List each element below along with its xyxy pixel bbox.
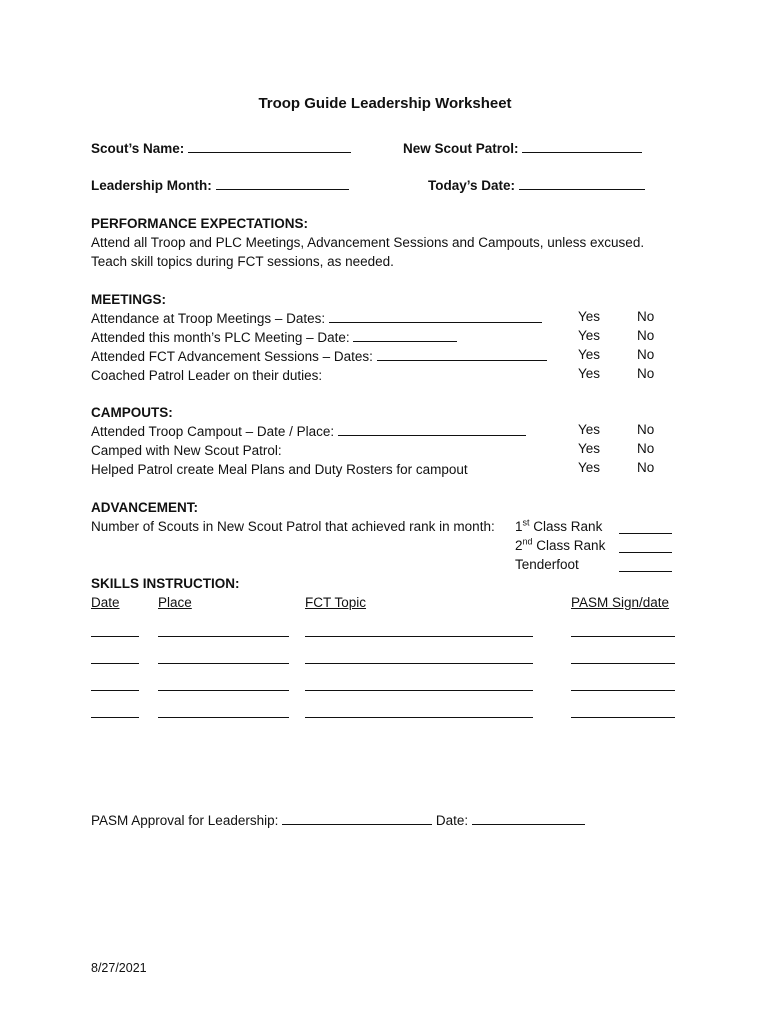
rank-number: 1 [515, 519, 523, 534]
leadership-month-label: Leadership Month: [91, 178, 212, 193]
yes-option[interactable]: Yes [578, 347, 601, 362]
rank-label: Class Rank [536, 538, 606, 553]
col-sign-header: PASM Sign/date [571, 595, 670, 610]
no-option[interactable]: No [637, 328, 655, 343]
col-date-header: Date [91, 595, 120, 610]
pasm-approval-line[interactable] [282, 811, 432, 825]
skills-row-3-sign-line[interactable] [571, 690, 675, 691]
meeting-item-troop [91, 309, 542, 328]
meeting-item-text: Attended this month’s PLC Meeting – Date: [91, 330, 350, 345]
campout-item-camped: Camped with New Scout Patrol: [91, 443, 282, 458]
meeting-item-text: Attended FCT Advancement Sessions – Dates: [91, 349, 373, 364]
meeting-item-coached: Coached Patrol Leader on their duties: [91, 368, 323, 383]
skills-row-4-topic-line[interactable] [305, 717, 533, 718]
meetings-heading: MEETINGS: [91, 292, 167, 307]
scout-name-label: Scout’s Name: [91, 141, 185, 156]
plc-meeting-date-line[interactable] [353, 328, 457, 342]
yes-option[interactable]: Yes [578, 422, 601, 437]
skills-row-2-place-line[interactable] [158, 663, 289, 664]
fct-sessions-dates-line[interactable] [377, 347, 547, 361]
performance-line-1: Attend all Troop and PLC Meetings, Advancement Sessions and Campouts, unless excused. [91, 235, 645, 250]
pasm-approval-field[interactable] [91, 811, 585, 830]
skills-row-3-place-line[interactable] [158, 690, 289, 691]
skills-row-1-topic-line[interactable] [305, 636, 533, 637]
no-option[interactable]: No [637, 422, 655, 437]
yes-option[interactable]: Yes [578, 366, 601, 381]
skills-row-3-date-line[interactable] [91, 690, 139, 691]
campout-item-troop [91, 422, 526, 441]
skills-row-2-topic-line[interactable] [305, 663, 533, 664]
campouts-heading: CAMPOUTS: [91, 405, 173, 420]
campout-item-meal-plans: Helped Patrol create Meal Plans and Duty Rosters for campout [91, 462, 468, 477]
no-option[interactable]: No [637, 460, 655, 475]
skills-row-1-place-line[interactable] [158, 636, 289, 637]
col-topic-header: FCT Topic [305, 595, 367, 610]
new-scout-patrol-line[interactable] [522, 139, 642, 153]
no-option[interactable]: No [637, 309, 655, 324]
yes-option[interactable]: Yes [578, 309, 601, 324]
yes-option[interactable]: Yes [578, 460, 601, 475]
second-class-count-line[interactable] [619, 552, 672, 553]
rank-ordinal-suffix: nd [522, 536, 533, 547]
leadership-month-field[interactable] [91, 176, 349, 195]
troop-meeting-dates-line[interactable] [329, 309, 542, 323]
meeting-item-fct [91, 347, 547, 366]
no-option[interactable]: No [637, 441, 655, 456]
advancement-heading: ADVANCEMENT: [91, 500, 198, 515]
new-scout-patrol-label: New Scout Patrol: [403, 141, 519, 156]
rank-number: 2 [515, 538, 523, 553]
no-option[interactable]: No [637, 366, 655, 381]
advancement-question: Number of Scouts in New Scout Patrol that achieved rank in month: [91, 519, 495, 534]
performance-heading: PERFORMANCE EXPECTATIONS: [91, 216, 309, 231]
yes-option[interactable]: Yes [578, 328, 601, 343]
approval-date-label: Date: [435, 813, 469, 828]
leadership-month-line[interactable] [216, 176, 349, 190]
rank-first-class [515, 517, 602, 536]
first-class-count-line[interactable] [619, 533, 672, 534]
rank-label: Class Rank [533, 519, 603, 534]
scout-name-line[interactable] [188, 139, 351, 153]
meeting-item-text: Attendance at Troop Meetings – Dates: [91, 311, 326, 326]
campout-item-text: Attended Troop Campout – Date / Place: [91, 424, 335, 439]
skills-row-4-date-line[interactable] [91, 717, 139, 718]
no-option[interactable]: No [637, 347, 655, 362]
skills-heading: SKILLS INSTRUCTION: [91, 576, 240, 591]
performance-line-2: Teach skill topics during FCT sessions, as needed. [91, 254, 394, 269]
skills-row-1-sign-line[interactable] [571, 636, 675, 637]
scout-name-field[interactable] [91, 139, 351, 158]
footer-date: 8/27/2021 [91, 961, 147, 975]
skills-row-1-date-line[interactable] [91, 636, 139, 637]
rank-tenderfoot: Tenderfoot [515, 557, 579, 572]
todays-date-line[interactable] [519, 176, 645, 190]
approval-date-line[interactable] [472, 811, 585, 825]
tenderfoot-count-line[interactable] [619, 571, 672, 572]
pasm-approval-label: PASM Approval for Leadership: [91, 813, 279, 828]
meeting-item-plc [91, 328, 457, 347]
new-scout-patrol-field[interactable] [403, 139, 642, 158]
skills-row-3-topic-line[interactable] [305, 690, 533, 691]
todays-date-label: Today’s Date: [428, 178, 516, 193]
rank-ordinal-suffix: st [522, 517, 530, 528]
campout-date-place-line[interactable] [338, 422, 526, 436]
col-place-header: Place [158, 595, 192, 610]
skills-row-4-place-line[interactable] [158, 717, 289, 718]
skills-row-4-sign-line[interactable] [571, 717, 675, 718]
skills-row-2-date-line[interactable] [91, 663, 139, 664]
yes-option[interactable]: Yes [578, 441, 601, 456]
todays-date-field[interactable] [428, 176, 645, 195]
rank-second-class [515, 536, 605, 555]
page-title: Troop Guide Leadership Worksheet [258, 95, 512, 112]
skills-row-2-sign-line[interactable] [571, 663, 675, 664]
